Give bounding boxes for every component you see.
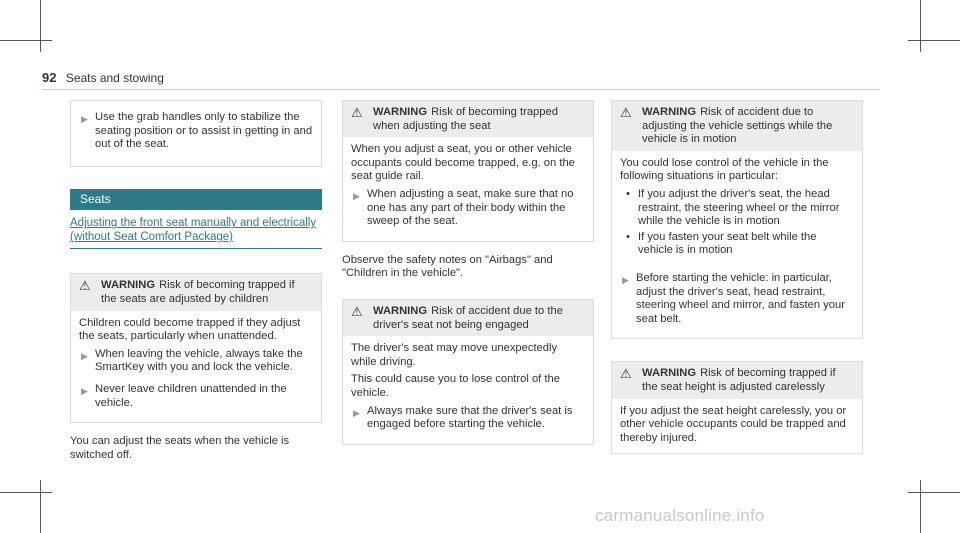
warning-title: Risk of becoming trapped when adjusting the seat: [373, 106, 558, 132]
warning-body: [612, 399, 862, 454]
page-title: Seats and stowing: [65, 71, 164, 85]
arrow-icon: ▶: [81, 114, 88, 124]
warning-text: If you adjust the seat height carelessly, you or other vehicle occupants could be trapped and thereby injured.: [620, 404, 847, 444]
crop-mark: [40, 0, 41, 52]
body-paragraph: You can adjust the seats when the vehicle is switched off.: [70, 435, 290, 461]
warning-box: [611, 100, 863, 339]
instruction-step: [620, 272, 854, 326]
warning-label: WARNING: [642, 106, 697, 118]
instruction-step: [79, 111, 313, 152]
arrow-icon: ▶: [81, 350, 88, 361]
warning-label: WARNING: [373, 106, 428, 118]
arrow-icon: ▶: [622, 274, 629, 285]
step-text: Never leave children unattended in the vehicle.: [95, 382, 287, 409]
warning-text: You could lose control of the vehicle in the following situations in particular:: [620, 156, 829, 183]
warning-triangle-icon: ⚠: [79, 278, 91, 294]
instruction-step: [79, 348, 313, 375]
warning-text: Children could become trapped if they adjust the seats, particularly when unattended.: [79, 316, 301, 343]
warning-body: [71, 311, 321, 423]
warning-box: [70, 273, 322, 423]
bullet-item: [626, 188, 854, 229]
instruction-step: [351, 188, 585, 229]
warning-box: [342, 299, 594, 445]
warning-triangle-icon: ⚠: [620, 366, 632, 382]
warning-text: When you adjust a seat, you or other vehicle occupants could become trapped, e.g. on the seat guide rail.: [351, 143, 575, 183]
page-number: 92: [42, 70, 57, 85]
instruction-step: [351, 405, 585, 432]
warning-title: Risk of becoming trapped if the seats are adjusted by children: [101, 279, 295, 305]
warning-label: WARNING: [373, 304, 428, 317]
step-text: When leaving the vehicle, always take the SmartKey with you and lock the vehicle.: [95, 347, 303, 374]
warning-triangle-icon: ⚠: [351, 303, 363, 319]
warning-header: [612, 362, 862, 398]
instruction-step: [79, 383, 313, 410]
warning-body: [343, 137, 593, 241]
column-3: [611, 100, 863, 454]
warning-body: [343, 336, 593, 444]
crop-mark: [40, 480, 41, 533]
warning-label: WARNING: [101, 279, 156, 292]
crop-mark: [920, 0, 921, 52]
crop-mark: [0, 492, 52, 493]
warning-title: Risk of accident due to the driver's seat not being engaged: [373, 304, 563, 331]
warning-triangle-icon: ⚠: [620, 105, 632, 120]
page-header: [42, 70, 164, 85]
warning-triangle-icon: ⚠: [351, 105, 363, 120]
warning-label: WARNING: [642, 367, 697, 380]
arrow-icon: ▶: [353, 190, 360, 201]
step-text: Before starting the vehicle: in particular, adjust the driver's seat, head restraint, steering wheel and mirror, and fasten your seat belt.: [636, 271, 845, 325]
warning-box: [342, 100, 594, 242]
step-text: Always make sure that the driver's seat is engaged before starting the vehicle.: [367, 404, 573, 431]
instruction-box: [70, 100, 322, 167]
step-text: Use the grab handles only to stabilize the seating position or to assist in getting in and out of the seat.: [95, 111, 313, 151]
warning-header: [343, 101, 593, 137]
column-1: [70, 100, 322, 474]
arrow-icon: ▶: [353, 407, 360, 418]
bullet-text: If you adjust the driver's seat, the head restraint, the steering wheel or the mirror while the vehicle is in motion: [638, 187, 840, 228]
bullet-icon: •: [626, 187, 630, 200]
watermark: carmanualsonline.info: [595, 506, 765, 525]
warning-text: The driver's seat may move unexpectedly while driving.: [351, 342, 558, 368]
crop-mark: [0, 40, 52, 41]
bullet-item: [626, 231, 854, 258]
bullet-text: If you fasten your seat belt while the vehicle is in motion: [638, 230, 817, 257]
warning-header: [71, 274, 321, 310]
arrow-icon: ▶: [81, 385, 88, 396]
warning-header: [343, 300, 593, 336]
crop-mark: [908, 40, 960, 41]
section-title: Seats: [70, 189, 322, 211]
crop-mark: [920, 480, 921, 533]
body-paragraph: Observe the safety notes on "Airbags" and "Children in the vehicle".: [342, 253, 553, 280]
warning-body: [612, 151, 862, 339]
warning-title: Risk of becoming trapped if the seat height is adjusted carelessly: [642, 367, 836, 393]
bullet-icon: •: [626, 230, 630, 243]
step-text: When adjusting a seat, make sure that no one has any part of their body within the sweep of the seat.: [367, 187, 574, 228]
warning-header: [612, 101, 862, 151]
header-rule: [42, 89, 880, 90]
warning-title: Risk of accident due to adjusting the vehicle settings while the vehicle is in motion: [642, 106, 833, 146]
crop-mark: [908, 492, 960, 493]
subsection-title: Adjusting the front seat manually and electrically (without Seat Comfort Package): [70, 216, 322, 249]
warning-text: This could cause you to lose control of the vehicle.: [351, 373, 560, 399]
column-2: [342, 100, 594, 445]
warning-box: [611, 361, 863, 454]
